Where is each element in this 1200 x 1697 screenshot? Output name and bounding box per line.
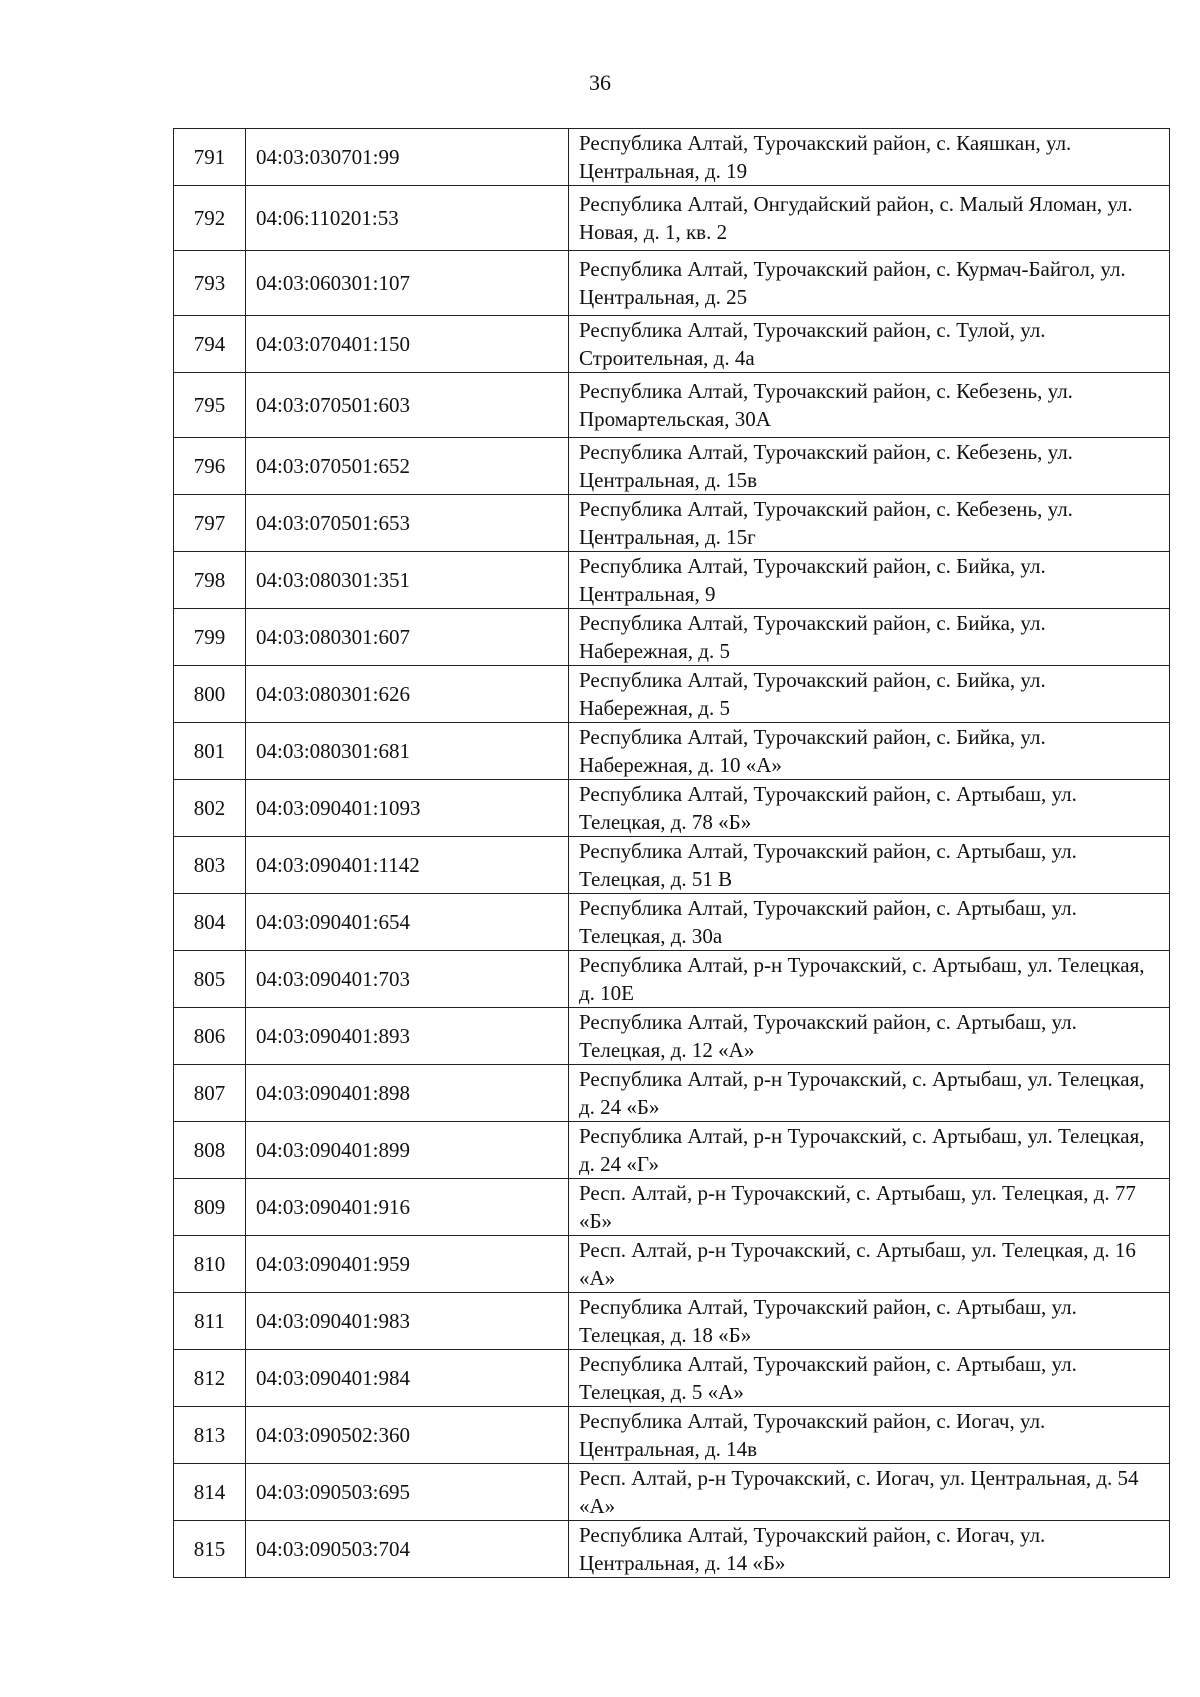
address-cell: Республика Алтай, Турочакский район, с. Артыбаш, ул. Телецкая, д. 78 «Б» (569, 780, 1170, 837)
address-cell: Республика Алтай, Турочакский район, с. Артыбаш, ул. Телецкая, д. 30а (569, 894, 1170, 951)
address-cell: Республика Алтай, Турочакский район, с. Артыбаш, ул. Телецкая, д. 12 «А» (569, 1008, 1170, 1065)
address-cell: Республика Алтай, Турочакский район, с. Артыбаш, ул. Телецкая, д. 51 В (569, 837, 1170, 894)
table-row (174, 894, 1170, 951)
address-cell: Респ. Алтай, р-н Турочакский, с. Иогач, ул. Центральная, д. 54 «А» (569, 1464, 1170, 1521)
table-row (174, 1293, 1170, 1350)
table-row (174, 1350, 1170, 1407)
cadastral-number-cell: 04:06:110201:53 (246, 186, 569, 251)
address-cell: Респ. Алтай, р-н Турочакский, с. Артыбаш, ул. Телецкая, д. 16 «А» (569, 1236, 1170, 1293)
property-table (173, 128, 1170, 1578)
cadastral-number-cell: 04:03:090401:916 (246, 1179, 569, 1236)
table-row (174, 1407, 1170, 1464)
cadastral-number-cell: 04:03:080301:681 (246, 723, 569, 780)
address-cell: Республика Алтай, Турочакский район, с. Артыбаш, ул. Телецкая, д. 18 «Б» (569, 1293, 1170, 1350)
row-number-cell: 811 (174, 1293, 246, 1350)
row-number-cell: 799 (174, 609, 246, 666)
page-number: 36 (589, 70, 611, 95)
address-cell: Республика Алтай, Турочакский район, с. Кебезень, ул. Промартельская, 30А (569, 373, 1170, 438)
cadastral-number-cell: 04:03:090503:695 (246, 1464, 569, 1521)
address-cell: Республика Алтай, Турочакский район, с. Артыбаш, ул. Телецкая, д. 5 «А» (569, 1350, 1170, 1407)
cadastral-number-cell: 04:03:080301:626 (246, 666, 569, 723)
row-number-cell: 807 (174, 1065, 246, 1122)
row-number-cell: 806 (174, 1008, 246, 1065)
table-row (174, 316, 1170, 373)
cadastral-number-cell: 04:03:060301:107 (246, 251, 569, 316)
row-number-cell: 810 (174, 1236, 246, 1293)
cadastral-number-cell: 04:03:090401:703 (246, 951, 569, 1008)
address-cell: Республика Алтай, Турочакский район, с. Курмач-Байгол, ул. Центральная, д. 25 (569, 251, 1170, 316)
cadastral-number-cell: 04:03:090401:1142 (246, 837, 569, 894)
row-number-cell: 808 (174, 1122, 246, 1179)
row-number-cell: 800 (174, 666, 246, 723)
table-row (174, 1464, 1170, 1521)
cadastral-number-cell: 04:03:070501:653 (246, 495, 569, 552)
row-number-cell: 792 (174, 186, 246, 251)
row-number-cell: 803 (174, 837, 246, 894)
address-cell: Республика Алтай, р-н Турочакский, с. Артыбаш, ул. Телецкая, д. 24 «Г» (569, 1122, 1170, 1179)
cadastral-number-cell: 04:03:090401:1093 (246, 780, 569, 837)
address-cell: Республика Алтай, Турочакский район, с. Иогач, ул. Центральная, д. 14в (569, 1407, 1170, 1464)
row-number-cell: 797 (174, 495, 246, 552)
address-cell: Республика Алтай, Турочакский район, с. Каяшкан, ул. Центральная, д. 19 (569, 129, 1170, 186)
row-number-cell: 794 (174, 316, 246, 373)
address-cell: Республика Алтай, р-н Турочакский, с. Артыбаш, ул. Телецкая, д. 24 «Б» (569, 1065, 1170, 1122)
table-row (174, 186, 1170, 251)
row-number-cell: 798 (174, 552, 246, 609)
cadastral-number-cell: 04:03:070501:652 (246, 438, 569, 495)
table-row (174, 1521, 1170, 1578)
table-row (174, 1122, 1170, 1179)
row-number-cell: 801 (174, 723, 246, 780)
cadastral-number-cell: 04:03:090401:898 (246, 1065, 569, 1122)
table-row (174, 609, 1170, 666)
cadastral-number-cell: 04:03:090401:983 (246, 1293, 569, 1350)
row-number-cell: 814 (174, 1464, 246, 1521)
address-cell: Республика Алтай, Онгудайский район, с. Малый Яломан, ул. Новая, д. 1, кв. 2 (569, 186, 1170, 251)
table-row (174, 837, 1170, 894)
table-row (174, 1236, 1170, 1293)
table-row (174, 1179, 1170, 1236)
address-cell: Республика Алтай, Турочакский район, с. Бийка, ул. Набережная, д. 10 «А» (569, 723, 1170, 780)
row-number-cell: 802 (174, 780, 246, 837)
row-number-cell: 804 (174, 894, 246, 951)
row-number-cell: 795 (174, 373, 246, 438)
cadastral-number-cell: 04:03:090401:654 (246, 894, 569, 951)
address-cell: Республика Алтай, Турочакский район, с. Иогач, ул. Центральная, д. 14 «Б» (569, 1521, 1170, 1578)
cadastral-number-cell: 04:03:090401:984 (246, 1350, 569, 1407)
cadastral-number-cell: 04:03:080301:607 (246, 609, 569, 666)
table-row (174, 666, 1170, 723)
row-number-cell: 809 (174, 1179, 246, 1236)
table-row (174, 1065, 1170, 1122)
address-cell: Респ. Алтай, р-н Турочакский, с. Артыбаш, ул. Телецкая, д. 77 «Б» (569, 1179, 1170, 1236)
property-table-body (174, 129, 1170, 1578)
address-cell: Республика Алтай, Турочакский район, с. Бийка, ул. Центральная, 9 (569, 552, 1170, 609)
table-row (174, 251, 1170, 316)
table-row (174, 373, 1170, 438)
address-cell: Республика Алтай, Турочакский район, с. Бийка, ул. Набережная, д. 5 (569, 609, 1170, 666)
table-row (174, 552, 1170, 609)
cadastral-number-cell: 04:03:090401:899 (246, 1122, 569, 1179)
cadastral-number-cell: 04:03:090503:704 (246, 1521, 569, 1578)
cadastral-number-cell: 04:03:070501:603 (246, 373, 569, 438)
cadastral-number-cell: 04:03:030701:99 (246, 129, 569, 186)
table-row (174, 495, 1170, 552)
cadastral-number-cell: 04:03:090502:360 (246, 1407, 569, 1464)
row-number-cell: 815 (174, 1521, 246, 1578)
cadastral-number-cell: 04:03:090401:893 (246, 1008, 569, 1065)
row-number-cell: 813 (174, 1407, 246, 1464)
address-cell: Республика Алтай, Турочакский район, с. Тулой, ул. Строительная, д. 4а (569, 316, 1170, 373)
address-cell: Республика Алтай, р-н Турочакский, с. Артыбаш, ул. Телецкая, д. 10Е (569, 951, 1170, 1008)
row-number-cell: 812 (174, 1350, 246, 1407)
row-number-cell: 805 (174, 951, 246, 1008)
table-row (174, 723, 1170, 780)
table-row (174, 951, 1170, 1008)
row-number-cell: 791 (174, 129, 246, 186)
table-row (174, 129, 1170, 186)
cadastral-number-cell: 04:03:090401:959 (246, 1236, 569, 1293)
table-row (174, 1008, 1170, 1065)
row-number-cell: 793 (174, 251, 246, 316)
address-cell: Республика Алтай, Турочакский район, с. Кебезень, ул. Центральная, д. 15в (569, 438, 1170, 495)
table-row (174, 780, 1170, 837)
address-cell: Республика Алтай, Турочакский район, с. Бийка, ул. Набережная, д. 5 (569, 666, 1170, 723)
table-row (174, 438, 1170, 495)
row-number-cell: 796 (174, 438, 246, 495)
cadastral-number-cell: 04:03:070401:150 (246, 316, 569, 373)
address-cell: Республика Алтай, Турочакский район, с. Кебезень, ул. Центральная, д. 15г (569, 495, 1170, 552)
cadastral-number-cell: 04:03:080301:351 (246, 552, 569, 609)
